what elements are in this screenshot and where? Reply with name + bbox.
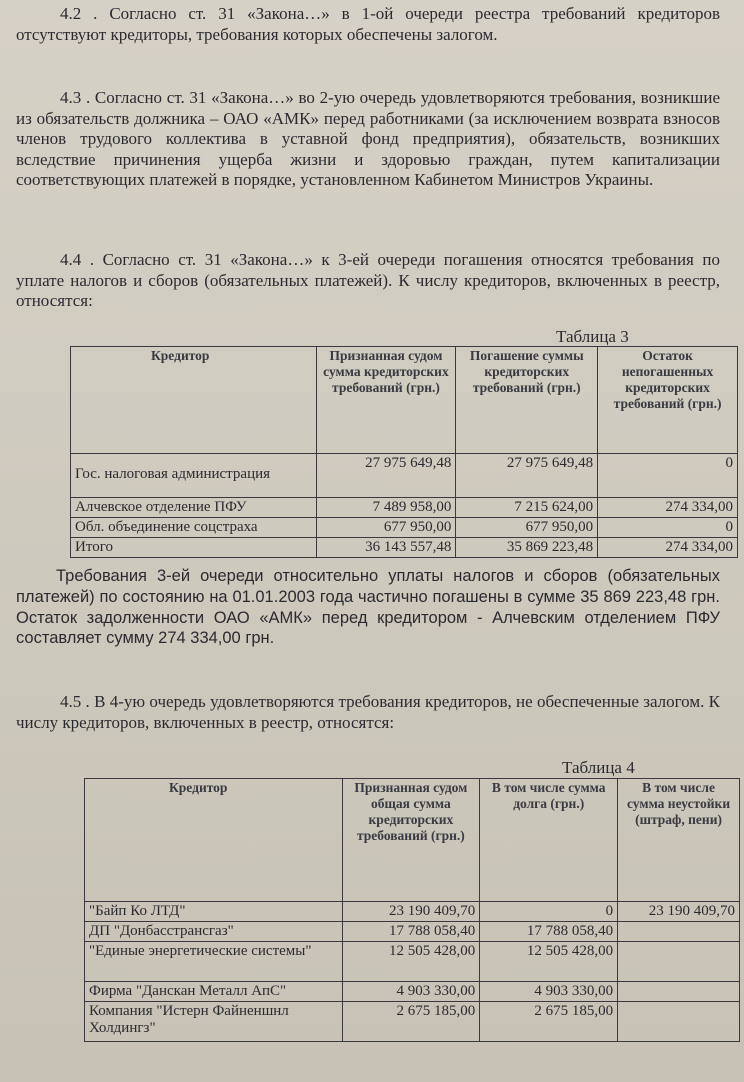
table3-header-recognized: Признанная судом сумма кредиторских требований (грн.) (316, 347, 456, 454)
table4-cell-value: 2 675 185,00 (342, 1002, 480, 1042)
table4-cell-creditor: "Единые энергетические системы" (85, 942, 343, 982)
table-row (85, 942, 740, 982)
table4-header-penalty: В том числе сумма неустойки (штраф, пени) (618, 779, 740, 902)
table-row (71, 454, 738, 498)
table3-cell-creditor: Алчевское отделение ПФУ (71, 498, 317, 518)
table4-header-recognized-total: Признанная судом общая сумма кредиторских требований (грн.) (342, 779, 480, 902)
table-row (71, 518, 738, 538)
paragraph-4-3: 4.3 . Согласно ст. 31 «Закона…» во 2-ую очередь удовлетворяются требования, возникшие из обязательств должника – ОАО «АМК» перед работниками (за исключением возврата взносов членов трудового коллектива в уставной фонд предприятия), обязательств, возникших вследствие причинения ущерба жизни и здоровью граждан, путем капитализации соответствующих платежей в порядке, установленном Кабинетом Министров Украины. (16, 88, 720, 189)
table4-cell-value: 23 190 409,70 (618, 902, 740, 922)
table4-cell-value: 23 190 409,70 (342, 902, 480, 922)
table3-cell-value: 27 975 649,48 (456, 454, 598, 498)
table3-cell-value: 677 950,00 (456, 518, 598, 538)
table4-caption: Таблица 4 (562, 758, 635, 777)
table4-cell-value: 12 505 428,00 (342, 942, 480, 982)
table4-cell-value: 17 788 058,40 (342, 922, 480, 942)
table4-cell-value: 0 (480, 902, 618, 922)
table4-cell-value (618, 942, 740, 982)
table4-cell-value (618, 922, 740, 942)
table4-header-row (85, 779, 740, 902)
table3-cell-value: 27 975 649,48 (316, 454, 456, 498)
table4-cell-value: 2 675 185,00 (480, 1002, 618, 1042)
table4-cell-value (618, 1002, 740, 1042)
table3-cell-value: 7 489 958,00 (316, 498, 456, 518)
table3-cell-total-label: Итого (71, 538, 317, 558)
table3-cell-creditor: Обл. объединение соцстраха (71, 518, 317, 538)
paragraph-after-table3: Требования 3-ей очереди относительно уплаты налогов и сборов (обязательных платежей) по состоянию на 01.01.2003 года частично погашены в сумме 35 869 223,48 грн. Остаток задолженности ОАО «АМК» перед кредитором - Алчевским отделением ПФУ составляет сумму 274 334,00 грн. (16, 567, 720, 648)
table3-header-creditor: Кредитор (71, 347, 317, 454)
table3-header-repaid: Погашение суммы кредиторских требований (грн.) (456, 347, 598, 454)
table3-cell-value: 7 215 624,00 (456, 498, 598, 518)
table4-cell-creditor: "Байп Ко ЛТД" (85, 902, 343, 922)
table3-header-row (71, 347, 738, 454)
table4-cell-creditor: Фирма "Данскан Металл АпС" (85, 982, 343, 1002)
table-row (85, 922, 740, 942)
paragraph-4-2: 4.2 . Согласно ст. 31 «Закона…» в 1-ой очереди реестра требований кредиторов отсутствуют кредиторы, требования которых обеспечены залогом. (16, 4, 720, 44)
table-row (85, 902, 740, 922)
table3-caption: Таблица 3 (556, 327, 629, 346)
table3-cell-creditor: Гос. налоговая администрация (71, 454, 317, 498)
table4-cell-value: 4 903 330,00 (342, 982, 480, 1002)
table3-cell-value: 35 869 223,48 (456, 538, 598, 558)
table-4 (84, 778, 740, 1042)
table4-cell-value: 4 903 330,00 (480, 982, 618, 1002)
table4-cell-value (618, 982, 740, 1002)
table3-cell-value: 0 (598, 454, 738, 498)
table3-cell-value: 0 (598, 518, 738, 538)
table3-cell-value: 677 950,00 (316, 518, 456, 538)
table-row (85, 1002, 740, 1042)
paragraph-4-4: 4.4 . Согласно ст. 31 «Закона…» к 3-ей очереди погашения относятся требования по уплате налогов и сборов (обязательных платежей). К числу кредиторов, включенных в реестр, относятся: (16, 250, 720, 310)
table4-cell-value: 17 788 058,40 (480, 922, 618, 942)
table-row (71, 498, 738, 518)
table4-cell-creditor: ДП "Донбасстрансгаз" (85, 922, 343, 942)
table4-header-debt: В том числе сумма долга (грн.) (480, 779, 618, 902)
table-3 (70, 346, 738, 558)
table3-cell-value: 274 334,00 (598, 498, 738, 518)
paragraph-4-5: 4.5 . В 4-ую очередь удовлетворяются требования кредиторов, не обеспеченные залогом. К числу кредиторов, включенных в реестр, относятся: (16, 692, 720, 732)
table3-cell-value: 36 143 557,48 (316, 538, 456, 558)
table4-cell-creditor: Компания "Истерн Файненшнл Холдингз" (85, 1002, 343, 1042)
table4-cell-value: 12 505 428,00 (480, 942, 618, 982)
table-row (71, 538, 738, 558)
table3-header-remaining: Остаток непогашенных кредиторских требований (грн.) (598, 347, 738, 454)
table-row (85, 982, 740, 1002)
table4-header-creditor: Кредитор (85, 779, 343, 902)
table3-cell-value: 274 334,00 (598, 538, 738, 558)
